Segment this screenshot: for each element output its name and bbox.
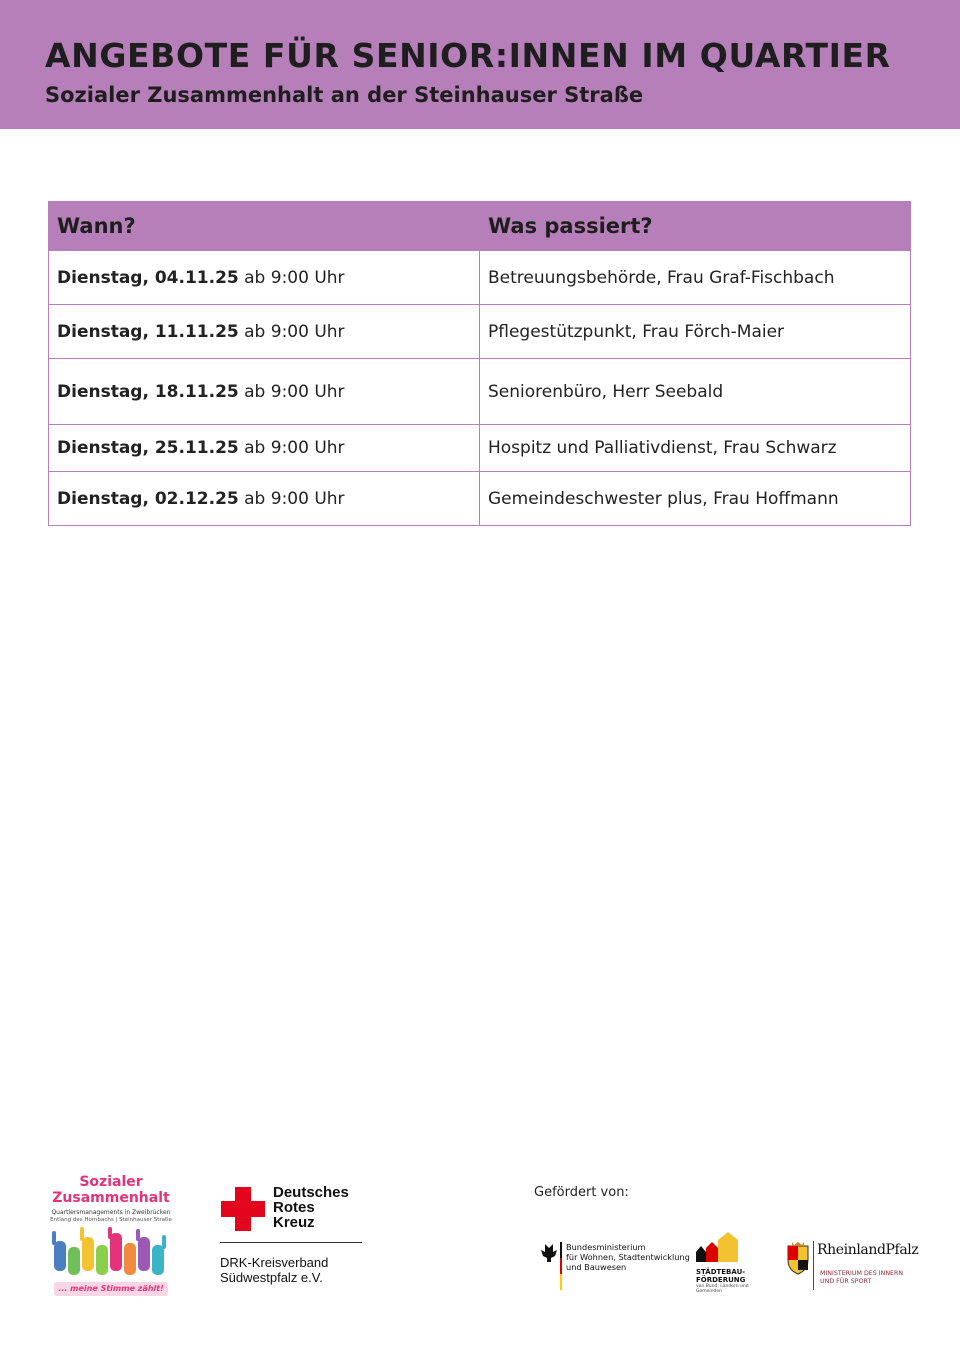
what-cell: Pflegestützpunkt, Frau Förch-Maier	[480, 305, 911, 359]
page-subtitle: Sozialer Zusammenhalt an der Steinhauser Straße	[45, 83, 644, 107]
rlp-ministry: MINISTERIUM DES INNERN UND FÜR SPORT	[820, 1270, 904, 1285]
what-cell: Betreuungsbehörde, Frau Graf-Fischbach	[480, 251, 911, 305]
table-row	[49, 359, 911, 425]
sz-logo-subtitle: Quartiersmanagements in Zweibrücken	[51, 1209, 171, 1216]
bmwsb-text: Bundesministerium für Wohnen, Stadtentwicklung und Bauwesen	[566, 1242, 690, 1272]
column-header-when: Wann?	[49, 202, 480, 251]
houses-icon	[696, 1232, 742, 1264]
date-text: Dienstag, 11.11.25	[57, 321, 239, 342]
column-header-what: Was passiert?	[480, 202, 911, 251]
time-text: ab 9:00 Uhr	[238, 381, 345, 402]
staedtebau-small: von Bund, Ländern und Gemeinden	[696, 1284, 749, 1294]
funded-by-label: Gefördert von:	[534, 1185, 629, 1200]
sz-logo-subtitle-2: Entlang des Hornbachs | Steinhauser Straße	[50, 1217, 172, 1223]
red-cross-icon	[221, 1187, 265, 1231]
page-title: ANGEBOTE FÜR SENIOR:INNEN IM QUARTIER	[45, 36, 891, 75]
time-text: ab 9:00 Uhr	[238, 488, 345, 509]
drk-org: DRK-Kreisverband Südwestpfalz e.V.	[220, 1255, 329, 1285]
drk-name: Deutsches Rotes Kreuz	[273, 1184, 349, 1231]
table-row	[49, 425, 911, 472]
divider	[220, 1242, 362, 1243]
when-cell	[49, 305, 480, 359]
when-cell	[49, 472, 480, 526]
schedule-table	[48, 201, 911, 526]
raised-hands-icon	[50, 1227, 174, 1281]
when-cell	[49, 425, 480, 472]
coat-of-arms-icon	[786, 1242, 810, 1276]
date-text: Dienstag, 25.11.25	[57, 438, 239, 458]
sz-logo-title: Sozialer Zusammenhalt	[52, 1174, 170, 1206]
time-text: ab 9:00 Uhr	[238, 267, 345, 288]
what-cell: Gemeindeschwester plus, Frau Hoffmann	[480, 472, 911, 526]
time-text: ab 9:00 Uhr	[238, 321, 345, 342]
date-text: Dienstag, 04.11.25	[57, 267, 239, 288]
table-row	[49, 472, 911, 526]
rlp-name: RheinlandPfalz	[817, 1242, 919, 1258]
what-cell: Hospitz und Palliativdienst, Frau Schwarz	[480, 425, 911, 472]
time-text: ab 9:00 Uhr	[238, 438, 345, 458]
sozialer-zusammenhalt-logo	[48, 1172, 178, 1300]
divider	[813, 1241, 814, 1290]
table-header-row	[49, 202, 911, 251]
when-cell	[49, 359, 480, 425]
header-banner	[0, 0, 960, 129]
sz-logo-slogan: ... meine Stimme zählt!	[54, 1282, 168, 1296]
when-cell	[49, 251, 480, 305]
what-cell: Seniorenbüro, Herr Seebald	[480, 359, 911, 425]
table-row	[49, 251, 911, 305]
staedtebau-label: STÄDTEBAU- FÖRDERUNG	[696, 1268, 746, 1284]
table-row	[49, 305, 911, 359]
federal-eagle-icon	[537, 1242, 563, 1290]
date-text: Dienstag, 02.12.25	[57, 488, 239, 509]
date-text: Dienstag, 18.11.25	[57, 381, 239, 402]
